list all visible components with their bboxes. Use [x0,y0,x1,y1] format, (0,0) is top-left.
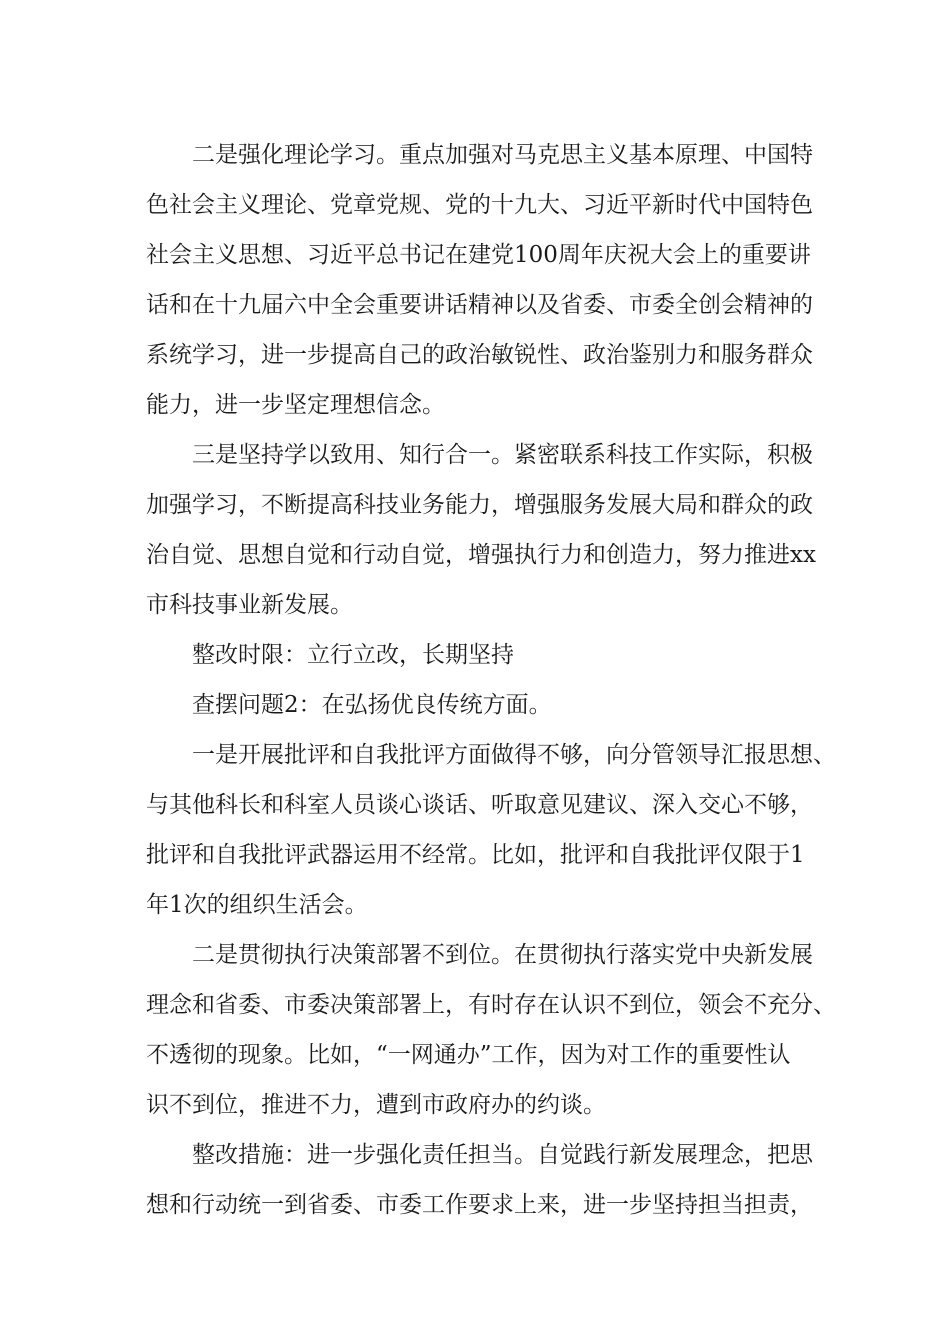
text-line: 二是强化理论学习。重点加强对马克思主义基本原理、中国特 [192,142,813,168]
text-line: 市科技事业新发展。 [146,592,353,618]
text-line: 一是开展批评和自我批评方面做得不够，向分管领导汇报思想、 [192,742,836,768]
text-line: 识不到位，推进不力，遭到市政府办的约谈。 [146,1092,606,1118]
text-line: 能力，进一步坚定理想信念。 [146,392,445,418]
document-body [146,130,836,1230]
text-line: 社会主义思想、习近平总书记在建党100周年庆祝大会上的重要讲 [146,242,811,268]
text-line: 加强学习，不断提高科技业务能力，增强服务发展大局和群众的政 [146,492,813,518]
text-line: 三是坚持学以致用、知行合一。紧密联系科技工作实际，积极 [192,442,813,468]
text-line: 理念和省委、市委决策部署上，有时存在认识不到位，领会不充分、 [146,992,836,1018]
text-line: 整改措施：进一步强化责任担当。自觉践行新发展理念，把思 [192,1142,813,1168]
text-line: 批评和自我批评武器运用不经常。比如，批评和自我批评仅限于1 [146,842,805,868]
text-line: 二是贯彻执行决策部署不到位。在贯彻执行落实党中央新发展 [192,942,813,968]
text-line: 话和在十九届六中全会重要讲话精神以及省委、市委全创会精神的 [146,292,813,318]
text-line: 与其他科长和科室人员谈心谈话、听取意见建议、深入交心不够， [146,792,813,818]
text-line: 不透彻的现象。比如，“一网通办”工作，因为对工作的重要性认 [146,1042,791,1068]
text-line: 系统学习，进一步提高自己的政治敏锐性、政治鉴别力和服务群众 [146,342,813,368]
text-line: 治自觉、思想自觉和行动自觉，增强执行力和创造力，努力推进xx [146,542,816,568]
text-line: 年1次的组织生活会。 [146,892,368,918]
text-line: 查摆问题2：在弘扬优良传统方面。 [192,692,552,718]
text-line: 想和行动统一到省委、市委工作要求上来，进一步坚持担当担责， [146,1192,813,1218]
text-line: 整改时限：立行立改，长期坚持 [192,642,514,668]
text-line: 色社会主义理论、党章党规、党的十九大、习近平新时代中国特色 [146,192,813,218]
